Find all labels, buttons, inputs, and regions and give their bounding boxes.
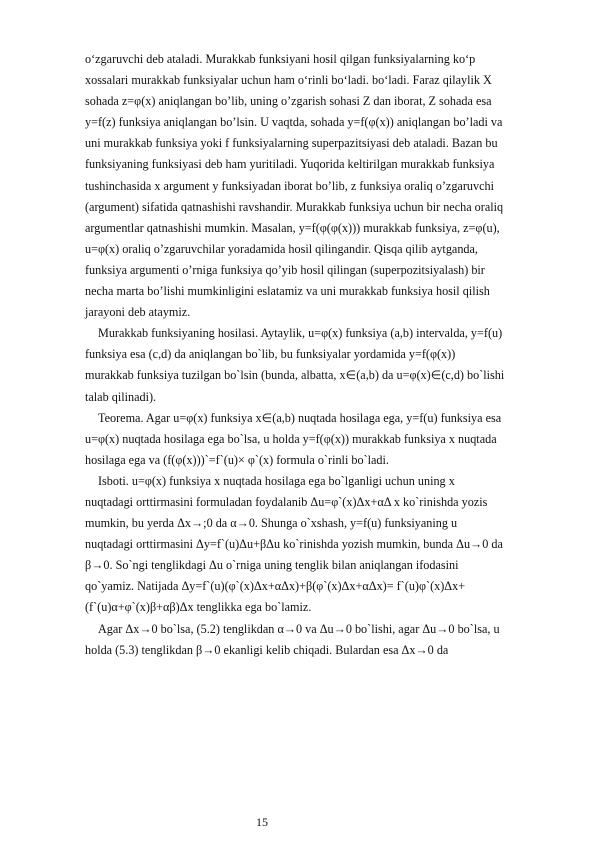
text-line: Teorema. Agar u=φ(x) funksiya x∈(a,b) nuqtada hosilaga ega, y=f(u) funksiya esa bbox=[98, 410, 502, 425]
text-line: argumentlar qatnashishi mumkin. Masalan, y=f(φ(φ(x))) murakkab funksiya, z=φ(u), bbox=[85, 220, 500, 235]
text-line: xossalari murakkab funksiyalar uchun ham o‘rinli bo‘ladi. bo‘ladi. Faraz qilaylik X bbox=[85, 73, 492, 88]
text-line: uni murakkab funksiya yoki f funksiyalarning superpazitsiyasi deb ataladi. Bazan bu bbox=[85, 136, 498, 151]
text-line: o‘zgaruvchi deb ataladi. Murakkab funksiyani hosil qilgan funksiyalarning ko‘p bbox=[85, 52, 476, 66]
text-line: holda (5.3) tenglikdan β→0 ekanligi kelib chiqadi. Bulardan esa Δx→0 da bbox=[85, 642, 449, 657]
text-line: u=φ(x) nuqtada hosilaga ega bo`lsa, u holda y=f(φ(x)) murakkab funksiya x nuqtada bbox=[85, 431, 497, 446]
text-line: talab qilinadi). bbox=[85, 389, 157, 404]
text-line: murakkab funksiya tuzilgan bo`lsin (bunda, albatta, x∈(a,b) da u=φ(x)∈(c,d) bo`lishi bbox=[85, 368, 505, 383]
page-number: 15 bbox=[256, 815, 268, 829]
text-line: β→0. So`ngi tenglikdagi Δu o`rniga uning tenglik bilan aniqlangan ifodasini bbox=[85, 558, 459, 573]
text-line: (argument) sifatida qatnashishi ravshandir. Murakkab funksiya uchun bir necha oraliq bbox=[85, 199, 504, 214]
text-line: sohada z=φ(x) aniqlangan bo’lib, uning o’zgarish sohasi Z dan iborat, Z sohada esa bbox=[85, 94, 492, 109]
text-line: tushinchasida x argument y funksiyadan iborat bo’lib, z funksiya oraliq o’zgaruvchi bbox=[85, 178, 494, 193]
text-line: necha marta bo’lishi mumkinligini eslatamiz va uni murakkab funksiya hosil qilish bbox=[85, 284, 490, 299]
text-line: Murakkab funksiyaning hosilasi. Aytaylik, u=φ(x) funksiya (a,b) intervalda, y=f(u) bbox=[98, 326, 503, 341]
text-line: qo`yamiz. Natijada Δy=f`(u)(φ`(x)Δx+αΔx)+β(φ`(x)Δx+αΔx)= f`(u)φ`(x)Δx+ bbox=[85, 579, 466, 594]
text-line: Isboti. u=φ(x) funksiya x nuqtada hosilaga ega bo`lganligi uchun uning x bbox=[98, 473, 455, 488]
text-line: funksiya esa (c,d) da aniqlangan bo`lib, bu funksiyalar yordamida y=f(φ(x)) bbox=[85, 347, 456, 362]
text-line: jarayoni deb ataymiz. bbox=[85, 305, 191, 320]
text-line: mumkin, bu yerda Δx→;0 da α→0. Shunga o`xshash, y=f(u) funksiyaning u bbox=[85, 516, 458, 531]
text-line: funksiyaning funksiyasi deb ham yuritiladi. Yuqorida keltirilgan murakkab funksiya bbox=[85, 157, 495, 172]
text-line: nuqtadagi orttirmasini formuladan foydalanib Δu=φ`(x)Δx+αΔ x ko`rinishda yozis bbox=[85, 494, 488, 509]
text-line: funksiya argumenti o’rniga funksiya qo’yib hosil qilingan (superpozitsiyalash) bir bbox=[85, 262, 485, 277]
body-text bbox=[85, 49, 567, 661]
text-line: nuqtadagi orttirmasini Δy=f`(u)Δu+βΔu ko`rinishda yozish mumkin, bunda Δu→0 da bbox=[85, 537, 503, 552]
text-line: u=φ(x) oraliq o’zgaruvchilar yoradamida hosil qilingandir. Qisqa qilib aytganda, bbox=[85, 241, 478, 256]
text-line: (f`(u)α+φ`(x)β+αβ)Δx tenglikka ega bo`lamiz. bbox=[85, 600, 312, 615]
text-line: Agar Δx→0 bo`lsa, (5.2) tenglikdan α→0 va Δu→0 bo`lishi, agar Δu→0 bo`lsa, u bbox=[98, 621, 500, 636]
text-line: y=f(z) funksiya aniqlangan bo’lsin. U vaqtda, sohada y=f(φ(x)) aniqlangan bo’ladi va bbox=[85, 115, 503, 130]
text-line: hosilaga ega va (f(φ(x)))`=f`(u)× φ`(x) formula o`rinli bo`ladi. bbox=[85, 452, 389, 467]
